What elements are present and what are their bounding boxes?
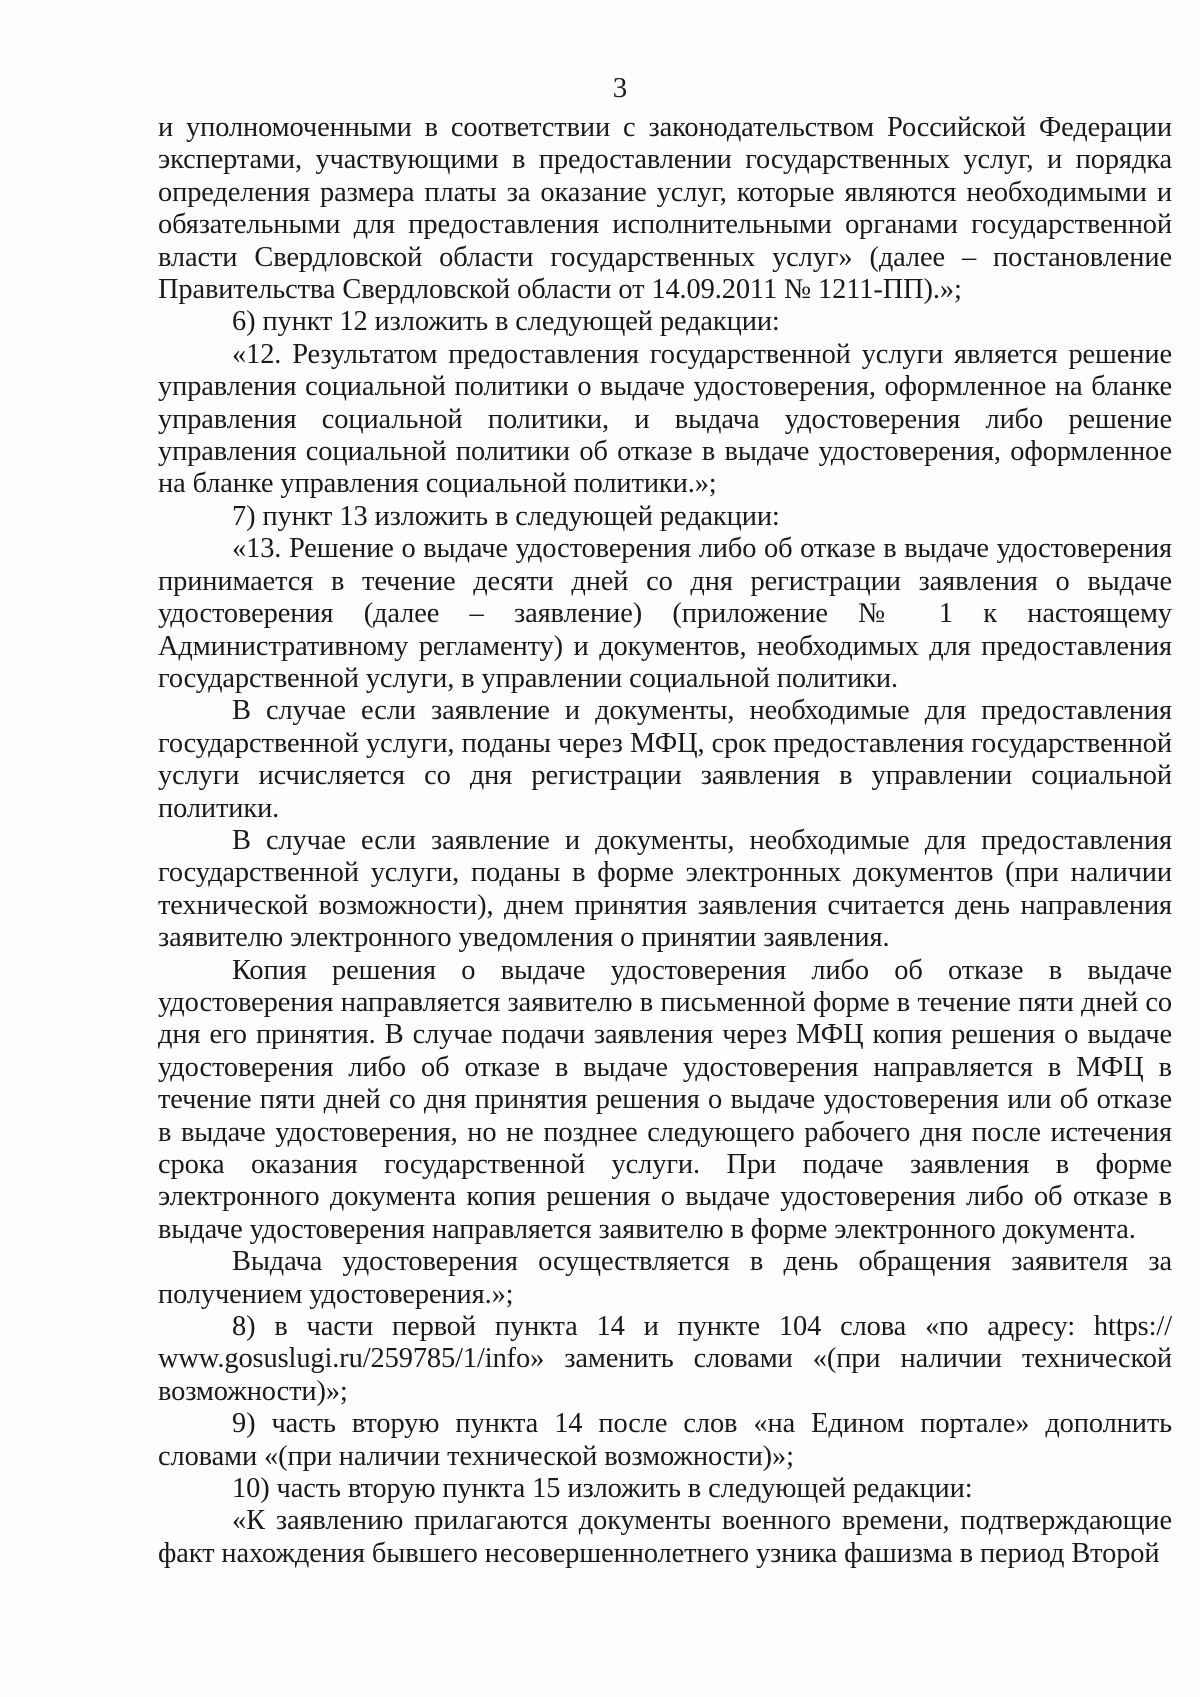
- paragraph-item-8: 8) в части первой пункта 14 и пункте 104 слова «по адресу: https:// www.gosuslugi.ru/259785/1/info» заменить словами «(при наличии технической возможности)»;: [158, 1311, 1172, 1407]
- page-number: 3: [612, 72, 628, 104]
- paragraph-electronic-docs: В случае если заявление и документы, необходимые для предоставления государственной услуги, поданы в форме электронных документов (при наличии технической возможности), днем принятия заявления считается день направления заявителю электронного уведомления о принятии заявления.: [158, 824, 1172, 954]
- paragraph-item-13-text: «13. Решение о выдаче удостоверения либо об отказе в выдаче удостоверения принимается в течение десяти дней со дня регистрации заявления о выдаче удостоверения (далее – заявление) (приложение № 1 к настоящему Административному регламенту) и документов, необходимых для предоставления государственной услуги, в управлении социальной политики.: [158, 533, 1172, 694]
- paragraph-item-10: 10) часть вторую пункта 15 изложить в следующей редакции:: [232, 1473, 973, 1505]
- paragraph-continuation: и уполномоченными в соответствии с законодательством Российской Федерации экспертами, участвующими в предоставлении государственных услуг, и порядка определения размера платы за оказание услуг, которые являются необходимыми и обязательными для предоставления исполнительными органами государственной власти Свердловской области государственных услуг» (далее – постановление Правительства Свердловской области от 14.09.2011 № 1211-ПП).»;: [158, 112, 1172, 306]
- paragraph-issuance: Выдача удостоверения осуществляется в день обращения заявителя за получением удостоверения.»;: [158, 1246, 1172, 1310]
- paragraph-item-12-text: «12. Результатом предоставления государственной услуги является решение управления социальной политики о выдаче удостоверения, оформленное на бланке управления социальной политики, и выдача удостоверения либо решение управления социальной политики об отказе в выдаче удостоверения, оформленное на бланке управления социальной политики.»;: [158, 338, 1172, 500]
- document-body: [158, 112, 1172, 1570]
- paragraph-item-15-text: «К заявлению прилагаются документы военного времени, подтверждающие факт нахождения бывшего несовершеннолетнего узника фашизма в период Второй: [158, 1505, 1172, 1569]
- paragraph-item-9: 9) часть вторую пункта 14 после слов «на Едином портале» дополнить словами «(при наличии технической возможности)»;: [158, 1408, 1172, 1472]
- paragraph-mfc-term: В случае если заявление и документы, необходимые для предоставления государственной услуги, поданы через МФЦ, срок предоставления государственной услуги исчисляется со дня регистрации заявления в управлении социальной политики.: [158, 695, 1172, 824]
- paragraph-item-7: 7) пункт 13 изложить в следующей редакции:: [232, 500, 780, 532]
- paragraph-decision-copy: Копия решения о выдаче удостоверения либо об отказе в выдаче удостоверения направляется заявителю в письменной форме в течение пяти дней со дня его принятия. В случае подачи заявления через МФЦ копия решения о выдаче удостоверения либо об отказе в выдаче удостоверения направляется в МФЦ в течение пяти дней со дня принятия решения о выдаче удостоверения или об отказе в выдаче удостоверения, но не позднее следующего рабочего дня после истечения срока оказания государственной услуги. При подаче заявления в форме электронного документа копия решения о выдаче удостоверения либо об отказе в выдаче удостоверения направляется заявителю в форме электронного документа.: [158, 954, 1172, 1245]
- paragraph-item-6: 6) пункт 12 изложить в следующей редакции:: [232, 306, 780, 338]
